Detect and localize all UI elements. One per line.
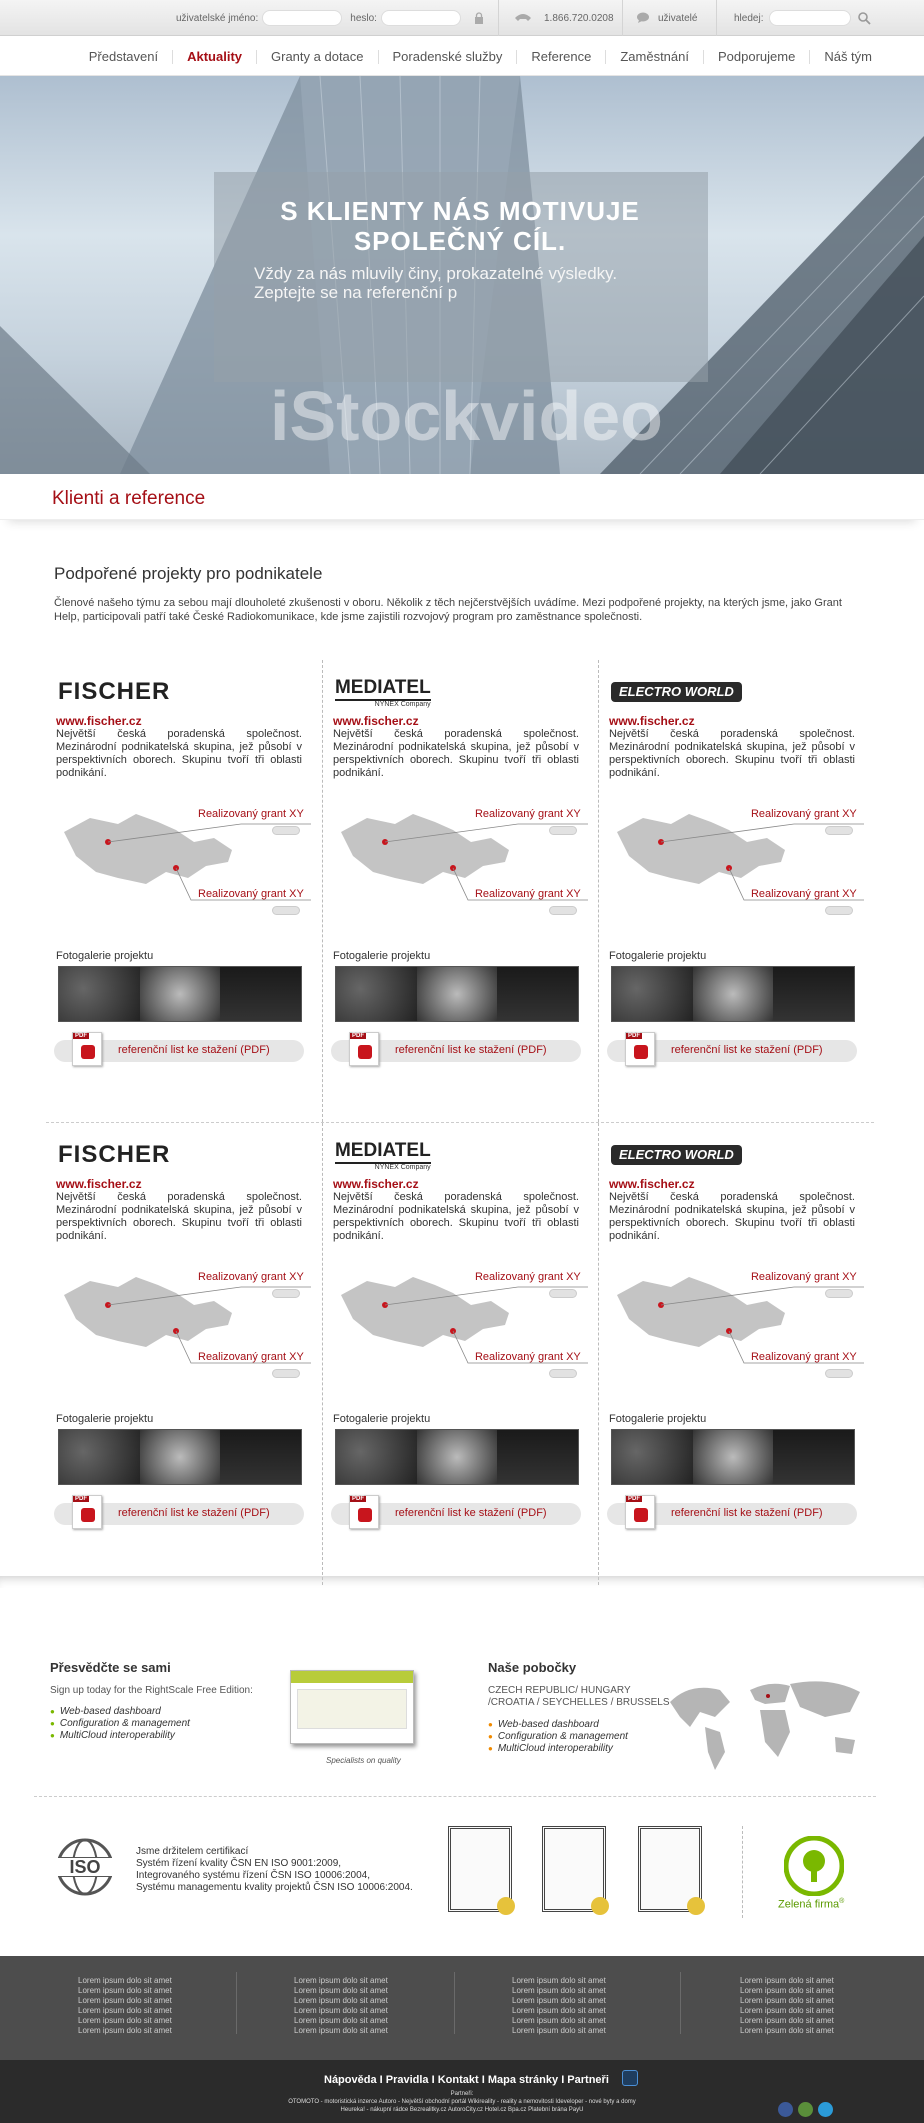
phone-number: 1.866.720.0208: [544, 12, 614, 24]
footer-link[interactable]: Lorem ipsum dolo sit amet: [78, 2006, 172, 2015]
grant-label[interactable]: Realizovaný grant XY: [474, 1351, 581, 1363]
branches-item: ● MultiCloud interoperability: [488, 1743, 670, 1755]
grant-label[interactable]: Realizovaný grant XY: [198, 1351, 304, 1363]
search-area: [734, 0, 871, 36]
hero-headline: S KLIENTY NÁS MOTIVUJE SPOLEČNÝ CÍL.: [280, 196, 640, 256]
world-map-icon: [660, 1672, 870, 1772]
footer-column: [740, 1976, 840, 2036]
search-input[interactable]: [769, 10, 851, 26]
download-pdf-button[interactable]: [331, 1496, 581, 1525]
footer-link[interactable]: Lorem ipsum dolo sit amet: [512, 2006, 606, 2015]
photo-gallery[interactable]: [58, 1429, 302, 1485]
photo-gallery[interactable]: [58, 966, 302, 1022]
iso-logo-text: ISO: [69, 1857, 101, 1877]
download-label: referenční list ke stažení (PDF): [118, 1507, 270, 1519]
intro-text: Členové našeho týmu za sebou mají dlouholeté zkušenosti v oboru. Několik z těch nejčerstvějších uvádíme. Mezi podpořené projekty, na kterých jsme, jako Grant Help, participovali patří také České Radiokomunikace, kde jsme zajistili rozvojový program pro zaměstnance společnosti.: [54, 597, 842, 623]
branches-item: ● Web-based dashboard: [488, 1719, 670, 1731]
top-bar: [0, 0, 924, 36]
gallery-label: Fotogalerie projektu: [56, 1413, 154, 1425]
gallery-label: Fotogalerie projektu: [608, 1413, 707, 1425]
client-url[interactable]: www.fischer.cz: [56, 1177, 142, 1191]
footer-link[interactable]: Lorem ipsum dolo sit amet: [294, 2016, 388, 2025]
grant-label[interactable]: Realizovaný grant XY: [198, 808, 304, 820]
footer-link[interactable]: Lorem ipsum dolo sit amet: [294, 1986, 388, 1995]
more-button[interactable]: [272, 1289, 300, 1298]
footer-bar: [0, 2060, 924, 2123]
branches-list: [488, 1719, 670, 1755]
footer-link[interactable]: Lorem ipsum dolo sit amet: [78, 2016, 172, 2025]
footer-link[interactable]: Lorem ipsum dolo sit amet: [78, 1986, 172, 1995]
client-url[interactable]: www.fischer.cz: [332, 714, 419, 728]
download-pdf-button[interactable]: [607, 1033, 857, 1062]
footer-link[interactable]: Lorem ipsum dolo sit amet: [512, 1996, 606, 2005]
reference-card: [46, 1123, 322, 1585]
section-shadow: [0, 1576, 924, 1588]
gallery-label: Fotogalerie projektu: [332, 1413, 431, 1425]
more-button[interactable]: [825, 906, 853, 915]
footer-link[interactable]: Lorem ipsum dolo sit amet: [512, 2026, 606, 2035]
pdf-icon: PDF: [349, 1495, 379, 1529]
photo-gallery[interactable]: [335, 1429, 579, 1485]
download-label: referenční list ke stažení (PDF): [394, 1044, 547, 1056]
footer-link[interactable]: Lorem ipsum dolo sit amet: [78, 1976, 172, 1985]
photo-gallery[interactable]: [611, 966, 855, 1022]
grant-label[interactable]: Realizovaný grant XY: [750, 888, 857, 900]
divider: [34, 1796, 876, 1797]
client-description: Největší česká poradenská společnost. Mezinárodní podnikatelská skupina, jež působí v perspektivních oborech. Skupinu tvoří tři oblasti podnikání.: [56, 1191, 302, 1242]
client-description: Největší česká poradenská společnost. Mezinárodní podnikatelská skupina, jež působí v perspektivních oborech. Skupinu tvoří tři oblasti podnikání.: [56, 728, 302, 779]
section-title: Klienti a reference: [52, 488, 206, 509]
client-description: Největší česká poradenská společnost. Mezinárodní podnikatelská skupina, jež působí v perspektivních oborech. Skupinu tvoří tři oblasti podnikání.: [332, 1191, 579, 1242]
promo-item: ● MultiCloud interoperability: [50, 1730, 253, 1742]
more-button[interactable]: [549, 826, 577, 835]
intro-heading: Podpořené projekty pro podnikatele: [54, 564, 323, 583]
partners-title: Partneři:: [450, 2091, 474, 2097]
footer-link[interactable]: Lorem ipsum dolo sit amet: [740, 1976, 834, 1985]
photo-gallery[interactable]: [335, 966, 579, 1022]
reference-card: [598, 660, 874, 1122]
footer-nav-links[interactable]: Nápověda I Pravidla I Kontakt I Mapa stránky I Partneři: [324, 2074, 609, 2086]
reference-grid: [46, 660, 874, 1585]
users-link[interactable]: [636, 0, 697, 36]
lock-icon[interactable]: [473, 12, 485, 24]
download-label: referenční list ke stažení (PDF): [670, 1044, 823, 1056]
client-logo[interactable]: MEDIATEL NYNEX Company: [334, 676, 431, 708]
client-logo[interactable]: FISCHER: [58, 678, 171, 705]
promo-block: [50, 1660, 253, 1742]
users-label: uživatelé: [658, 12, 698, 24]
footer-link[interactable]: Lorem ipsum dolo sit amet: [294, 1976, 388, 1985]
reference-row: [46, 1123, 874, 1585]
chat-bubble-icon: [636, 12, 650, 24]
download-label: referenční list ke stažení (PDF): [118, 1044, 270, 1056]
footer-link[interactable]: Lorem ipsum dolo sit amet: [740, 2026, 834, 2035]
download-pdf-button[interactable]: [54, 1496, 304, 1525]
more-button[interactable]: [272, 906, 300, 915]
username-input[interactable]: [262, 10, 342, 26]
download-label: referenční list ke stažení (PDF): [394, 1507, 547, 1519]
footer-link[interactable]: Lorem ipsum dolo sit amet: [78, 2026, 172, 2035]
reference-card: [322, 1123, 598, 1585]
nav-item-predstaveni[interactable]: Představení: [88, 49, 159, 64]
gallery-label: Fotogalerie projektu: [608, 950, 707, 962]
client-url[interactable]: www.fischer.cz: [332, 1177, 419, 1191]
pdf-icon: PDF: [625, 1495, 655, 1529]
client-logo[interactable]: ELECTRO WORLD: [611, 1145, 742, 1165]
gallery-label: Fotogalerie projektu: [56, 950, 154, 962]
footer-link[interactable]: Lorem ipsum dolo sit amet: [294, 2006, 388, 2015]
client-description: Největší česká poradenská společnost. Mezinárodní podnikatelská skupina, jež působí v perspektivních oborech. Skupinu tvoří tři oblasti podnikání.: [332, 728, 579, 779]
login-area: [176, 0, 485, 36]
search-icon[interactable]: [857, 11, 871, 25]
facebook-icon[interactable]: [778, 2102, 793, 2117]
nav-item-reference[interactable]: Reference: [516, 50, 605, 64]
grant-label[interactable]: Realizovaný grant XY: [750, 1351, 857, 1363]
nav-item-granty[interactable]: Granty a dotace: [256, 50, 378, 64]
hero-subtext: Vždy za nás mluvily činy, prokazatelné výsledky. Zeptejte se na referenční p: [254, 264, 618, 302]
search-label: hledej:: [734, 12, 764, 24]
client-url[interactable]: www.fischer.cz: [608, 714, 695, 728]
divider: [742, 1826, 743, 1918]
grant-label[interactable]: Realizovaný grant XY: [750, 808, 857, 820]
green-company-label: Zelená firma®: [778, 1898, 845, 1911]
grant-label[interactable]: Realizovaný grant XY: [474, 1271, 581, 1283]
photo-gallery[interactable]: [611, 1429, 855, 1485]
partners-line[interactable]: Heureka! - nákupní rádce Bezrealitky.cz AutoroCity.cz Hotel.cz Bpa.cz Platební brána PayU: [340, 2107, 584, 2113]
footer-link[interactable]: Lorem ipsum dolo sit amet: [740, 1996, 834, 2005]
download-pdf-button[interactable]: [607, 1496, 857, 1525]
client-logo[interactable]: FISCHER: [58, 1141, 171, 1168]
watermark: iStockvideo: [270, 377, 663, 455]
footer-column: [294, 1976, 394, 2036]
username-label: uživatelské jméno:: [176, 12, 259, 24]
more-button[interactable]: [272, 1369, 300, 1378]
pdf-icon: PDF: [349, 1032, 379, 1066]
twitter-icon[interactable]: [818, 2102, 833, 2117]
reference-card: [46, 660, 322, 1122]
footer-link[interactable]: Lorem ipsum dolo sit amet: [294, 2026, 388, 2035]
promo-title: Přesvědčte se sami: [50, 1660, 171, 1675]
download-label: referenční list ke stažení (PDF): [670, 1507, 823, 1519]
more-button[interactable]: [825, 1369, 853, 1378]
nav-item-nas-tym[interactable]: Náš tým: [809, 50, 886, 64]
client-logo[interactable]: ELECTRO WORLD: [611, 682, 742, 702]
promo-sub: Sign up today for the RightScale Free Edition:: [50, 1685, 253, 1696]
grant-label[interactable]: Realizovaný grant XY: [474, 808, 581, 820]
rss-icon[interactable]: [622, 2070, 638, 2086]
iso-logo: [50, 1838, 120, 1896]
branches-block: [488, 1660, 670, 1755]
phone-icon: [514, 12, 532, 24]
promo-item: ● Web-based dashboard: [50, 1706, 253, 1718]
more-button[interactable]: [825, 1289, 853, 1298]
nav-item-aktuality[interactable]: Aktuality: [172, 50, 256, 64]
screenshot-thumbnail[interactable]: [290, 1670, 414, 1744]
nav-item-poradenske-sluzby[interactable]: Poradenské služby: [378, 50, 517, 64]
footer-link[interactable]: Lorem ipsum dolo sit amet: [740, 2006, 834, 2015]
thumbnail-caption: Specialists on quality: [326, 1756, 401, 1765]
reference-card: [598, 1123, 874, 1585]
footer-link[interactable]: Lorem ipsum dolo sit amet: [740, 1986, 834, 1995]
promo-list: [50, 1706, 253, 1742]
nav-item-zamestnani[interactable]: Zaměstnání: [605, 50, 703, 64]
client-url[interactable]: www.fischer.cz: [56, 714, 142, 728]
grant-label[interactable]: Realizovaný grant XY: [198, 1271, 304, 1283]
section-header: [0, 474, 924, 520]
password-label: heslo:: [350, 12, 377, 24]
gallery-label: Fotogalerie projektu: [332, 950, 431, 962]
nav-item-podporujeme[interactable]: Podporujeme: [703, 50, 809, 64]
branches-sub: CZECH REPUBLIC/ HUNGARY /CROATIA / SEYCHELLES / BRUSSELS: [488, 1685, 670, 1708]
nav-list: [75, 50, 886, 64]
certificate-badge[interactable]: [638, 1826, 702, 1912]
client-description: Největší česká poradenská společnost. Mezinárodní podnikatelská skupina, jež působí v perspektivních oborech. Skupinu tvoří tři oblasti podnikání.: [608, 728, 855, 779]
download-pdf-button[interactable]: [331, 1033, 581, 1062]
download-pdf-button[interactable]: [54, 1033, 304, 1062]
more-button[interactable]: [272, 826, 300, 835]
intro: [0, 520, 924, 670]
footer-link[interactable]: Lorem ipsum dolo sit amet: [294, 1996, 388, 2005]
pdf-icon: PDF: [72, 1495, 102, 1529]
footer-link[interactable]: Lorem ipsum dolo sit amet: [78, 1996, 172, 2005]
footer-column: [512, 1976, 612, 2036]
pdf-icon: PDF: [72, 1032, 102, 1066]
footer-link[interactable]: Lorem ipsum dolo sit amet: [740, 2016, 834, 2025]
certificate-badge[interactable]: [542, 1826, 606, 1912]
client-url[interactable]: www.fischer.cz: [608, 1177, 695, 1191]
more-button[interactable]: [825, 826, 853, 835]
footer-link[interactable]: Lorem ipsum dolo sit amet: [512, 2016, 606, 2025]
password-input[interactable]: [381, 10, 461, 26]
footer-link[interactable]: Lorem ipsum dolo sit amet: [512, 1986, 606, 1995]
footer-links: [0, 1956, 924, 2060]
client-logo[interactable]: MEDIATEL NYNEX Company: [334, 1139, 431, 1171]
cert-text: Jsme držitelem certifikací Systém řízení kvality ČSN EN ISO 9001:2009, Integrovaného systému řízení ČSN ISO 10006:2004, Systému managementu kvality projektů ČSN ISO 10006:2004.: [136, 1846, 413, 1893]
phone-area: [514, 0, 614, 36]
certificate-badge[interactable]: [448, 1826, 512, 1912]
reference-row: [46, 660, 874, 1122]
green-company-logo: [784, 1836, 844, 1896]
footer-link[interactable]: Lorem ipsum dolo sit amet: [512, 1976, 606, 1985]
promo-item: ● Configuration & management: [50, 1718, 253, 1730]
footer-column: [78, 1976, 178, 2036]
grant-label[interactable]: Realizovaný grant XY: [198, 888, 304, 900]
grant-label[interactable]: Realizovaný grant XY: [474, 888, 581, 900]
pdf-icon: PDF: [625, 1032, 655, 1066]
grant-label[interactable]: Realizovaný grant XY: [750, 1271, 857, 1283]
main-nav: [0, 36, 924, 76]
branches-title: Naše pobočky: [488, 1660, 577, 1675]
more-button[interactable]: [549, 906, 577, 915]
branches-item: ● Configuration & management: [488, 1731, 670, 1743]
client-description: Největší česká poradenská společnost. Mezinárodní podnikatelská skupina, jež působí v perspektivních oborech. Skupinu tvoří tři oblasti podnikání.: [608, 1191, 855, 1242]
hero-banner: [0, 76, 924, 474]
more-button[interactable]: [549, 1289, 577, 1298]
reference-card: [322, 660, 598, 1122]
google-icon[interactable]: [798, 2102, 813, 2117]
more-button[interactable]: [549, 1369, 577, 1378]
partners-line[interactable]: OTOMOTO - motoristická inzerce Autoro - Největší obchodní portál Wikireality - reality a nemovitosti Ideveloper - nové byty a domy: [288, 2099, 636, 2105]
